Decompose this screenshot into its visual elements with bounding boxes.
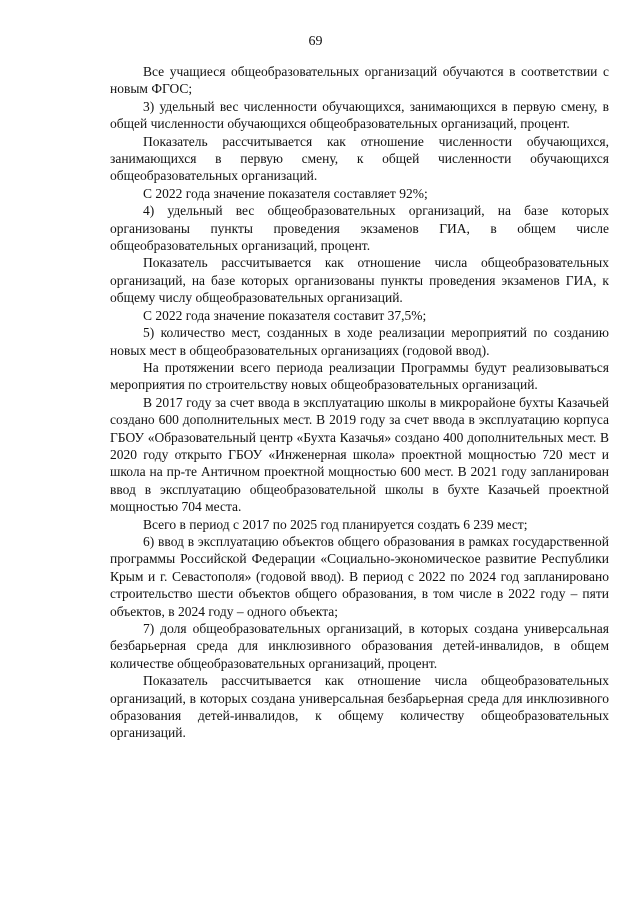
paragraph: 7) доля общеобразовательных организаций, в которых создана универсальная безбарьерная среда для инклюзивного образования детей-инвалидов, в общем количестве общеобразовательных организаций, процент. (110, 621, 609, 671)
paragraph: 3) удельный вес численности обучающихся, занимающихся в первую смену, в общей численности обучающихся общеобразовательных организаций, процент. (110, 98, 609, 132)
paragraph: Всего в период с 2017 по 2025 год планируется создать 6 239 мест; (143, 516, 528, 532)
body-text (110, 63, 609, 742)
paragraph: Показатель рассчитывается как отношение численности обучающихся, занимающихся в первую смену, к общей численности обучающихся общеобразовательных организаций. (110, 133, 609, 184)
paragraph: 5) количество мест, созданных в ходе реализации мероприятий по созданию новых мест в общеобразовательных организациях (годовой ввод). (110, 325, 609, 358)
paragraph: Показатель рассчитывается как отношение числа общеобразовательных организаций, на базе которых организованы пункты проведения экзаменов ГИА, к общему числу общеобразовательных организаций. (110, 255, 609, 306)
page-number: 69 (308, 34, 323, 49)
paragraph: Показатель рассчитывается как отношение числа общеобразовательных организаций, в которых создана универсальная безбарьерная среда для инклюзивного образования детей-инвалидов, к общему количеству общеобразовательных организаций. (110, 673, 609, 741)
paragraph: 4) удельный вес общеобразовательных организаций, на базе которых организованы пункты проведения экзаменов ГИА, в общем числе общеобразовательных организаций, процент. (110, 203, 609, 254)
paragraph: В 2017 году за счет ввода в эксплуатацию школы в микрорайоне бухты Казачьей создано 600 дополнительных мест. В 2019 году за счет ввода в эксплуатацию корпуса ГБОУ «Образовательный центр «Бухта Казачья» создано 400 дополнительных мест. В 2020 году открыто ГБОУ «Инженерная школа» проектной мощностью 720 мест и школа на пр-те Античном проектной мощностью 600 мест. В 2021 году запланирован ввод в эксплуатацию общеобразовательной школы в бухте Казачьей проектной мощностью 704 места. (110, 394, 609, 515)
paragraph: С 2022 года значение показателя составляет 92%; (143, 185, 428, 201)
paragraph: На протяжении всего периода реализации Программы будут реализовываться мероприятия по строительству новых общеобразовательных организаций. (110, 359, 609, 393)
paragraph: С 2022 года значение показателя составит 37,5%; (143, 307, 427, 323)
paragraph: 6) ввод в эксплуатацию объектов общего образования в рамках государственной программы Российской Федерации «Социально-экономическое развитие Республики Крым и г. Севастополя» (годовой ввод). В период с 2022 по 2024 год запланировано строительство шести объектов общего образования, в том числе в 2022 году – пяти объектов, в 2024 году – одного объекта; (110, 533, 609, 619)
paragraph: Все учащиеся общеобразовательных организаций обучаются в соответствии с новым ФГОС; (110, 64, 609, 97)
